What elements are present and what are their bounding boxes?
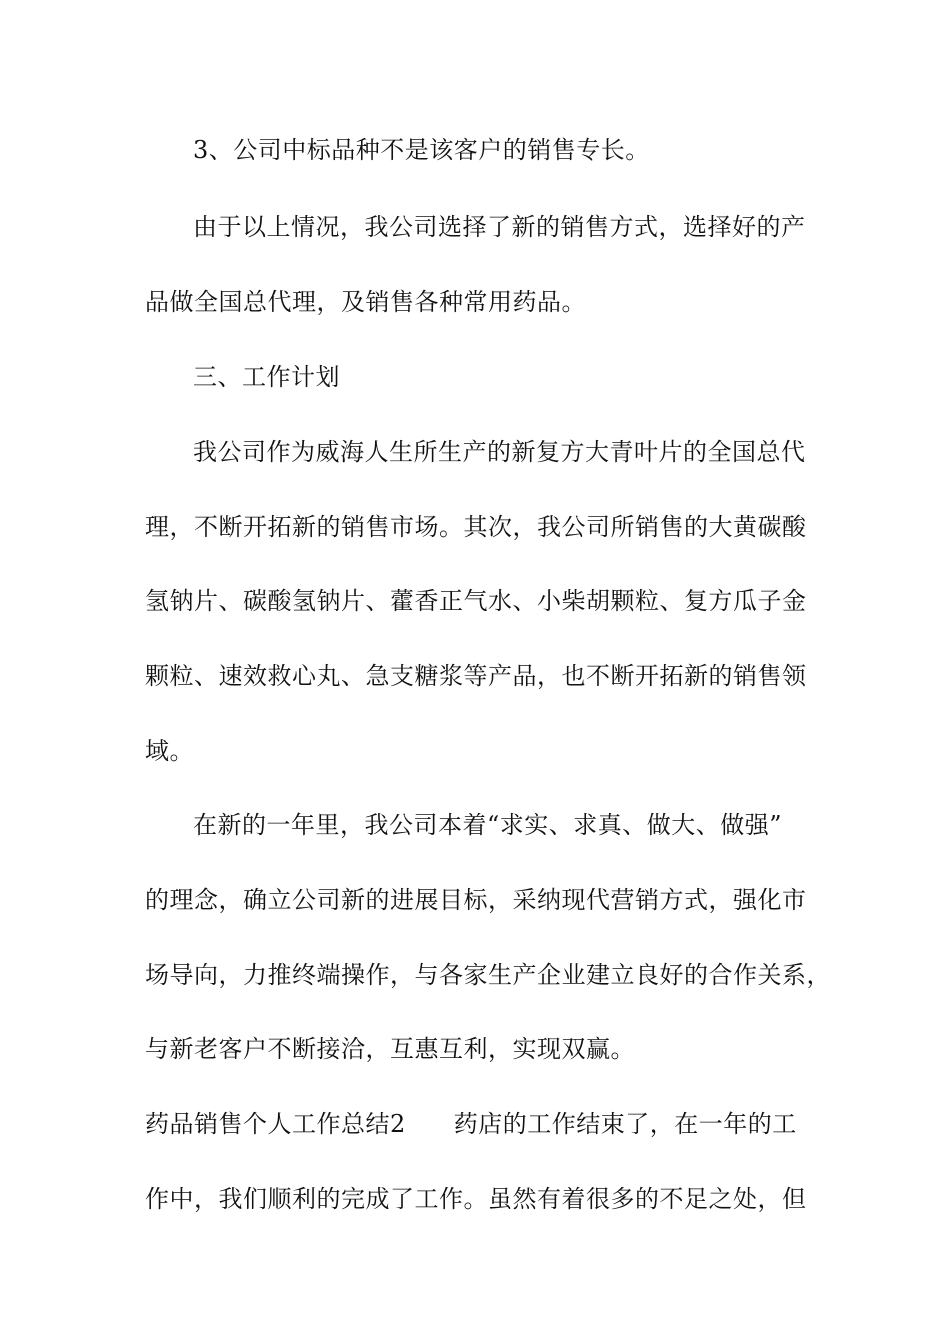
paragraph-line: 颗粒、速效救心丸、急支糖浆等产品，也不断开拓新的销售领 [145,662,807,690]
paragraph-line: 的理念，确立公司新的进展目标，采纳现代营销方式，强化市 [145,886,807,914]
paragraph-line: 理，不断开拓新的销售市场。其次，我公司所销售的大黄碳酸 [145,513,807,541]
paragraph-line: 品做全国总代理，及销售各种常用药品。 [145,288,586,316]
section-first-line: 药店的工作结束了，在一年的工 [453,1110,797,1138]
section-title: 药品销售个人工作总结2 [145,1110,406,1138]
paragraph-line: 我公司作为威海人生所生产的新复方大青叶片的全国总代 [193,438,806,466]
section-title-line [145,1109,825,1139]
paragraph-line: 由于以上情况，我公司选择了新的销售方式，选择好的产 [193,213,806,241]
paragraph-line: 在新的一年里，我公司本着“求实、求真、做大、做强” [193,811,783,839]
section-heading: 三、工作计划 [193,363,340,391]
paragraph-line: 作中，我们顺利的完成了工作。虽然有着很多的不足之处，但 [145,1185,807,1213]
paragraph-line: 氢钠片、碳酸氢钠片、藿香正气水、小柴胡颗粒、复方瓜子金 [145,587,807,615]
paragraph-line: 与新老客户不断接洽，互惠互利，实现双赢。 [145,1035,635,1063]
paragraph-line: 场导向，力推终端操作，与各家生产企业建立良好的合作关系， [145,961,831,989]
paragraph-line: 3、公司中标品种不是该客户的销售专长。 [193,136,650,164]
paragraph-line: 域。 [145,737,194,765]
